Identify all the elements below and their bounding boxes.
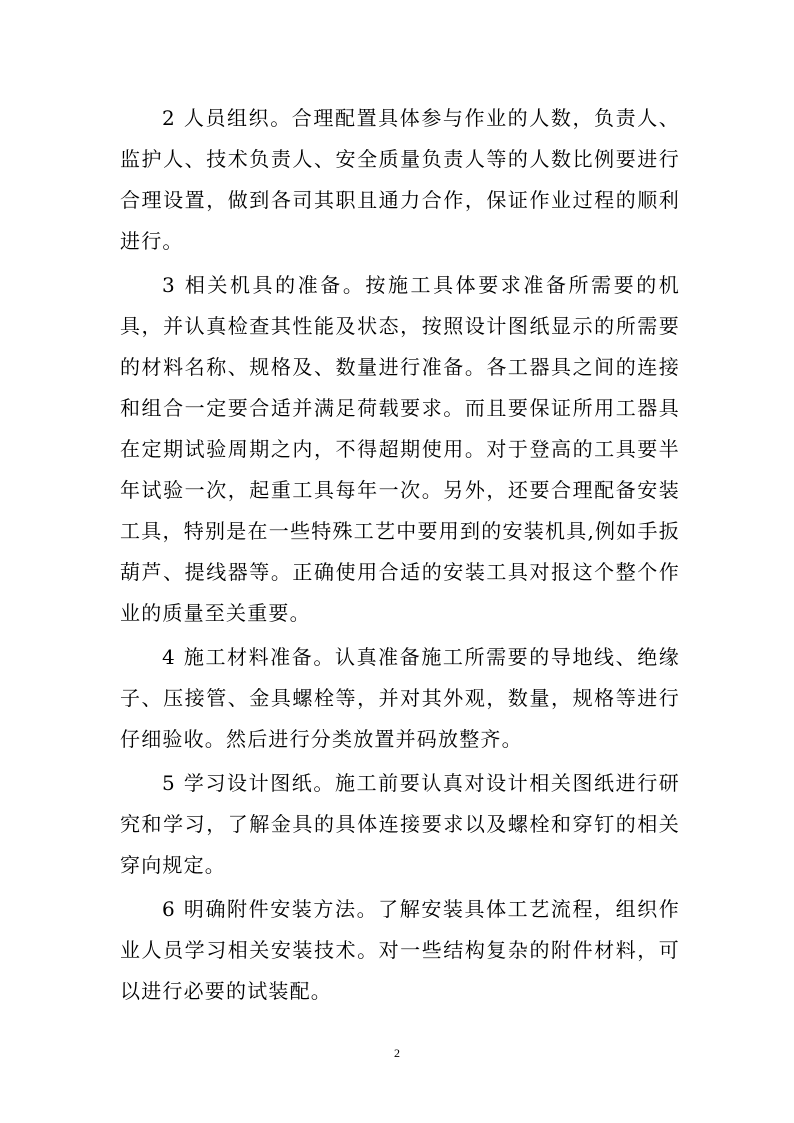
paragraph-study-drawings: 5 学习设计图纸。施工前要认真对设计相关图纸进行研究和学习，了解金具的具体连接要求以及螺栓和穿钉的相关穿向规定。 bbox=[120, 771, 680, 877]
paragraph-installation-methods: 6 明确附件安装方法。了解安装具体工艺流程，组织作业人员学习相关安装技术。对一些结构复杂的附件材料，可以进行必要的试装配。 bbox=[120, 897, 680, 1003]
document-body bbox=[120, 98, 680, 1012]
page-number: 2 bbox=[394, 1046, 400, 1060]
paragraph-material-preparation: 4 施工材料准备。认真准备施工所需要的导地线、绝缘子、压接管、金具螺栓等，并对其外观，数量，规格等进行仔细验收。然后进行分类放置并码放整齐。 bbox=[120, 645, 680, 751]
paragraph-equipment-preparation: 3 相关机具的准备。按施工具体要求准备所需要的机具，并认真检查其性能及状态，按照设计图纸显示的所需要的材料名称、规格及、数量进行准备。各工器具之间的连接和组合一定要合适并满足荷载要求。而且要保证所用工器具在定期试验周期之内，不得超期使用。对于登高的工具要半年试验一次，起重工具每年一次。另外，还要合理配备安装工具，特别是在一些特殊工艺中要用到的安装机具,例如手扳葫芦、提线器等。正确使用合适的安装工具对报这个整个作业的质量至关重要。 bbox=[120, 273, 680, 625]
paragraph-personnel-organization: 2 人员组织。合理配置具体参与作业的人数，负责人、监护人、技术负责人、安全质量负责人等的人数比例要进行合理设置，做到各司其职且通力合作，保证作业过程的顺利进行。 bbox=[120, 106, 680, 253]
